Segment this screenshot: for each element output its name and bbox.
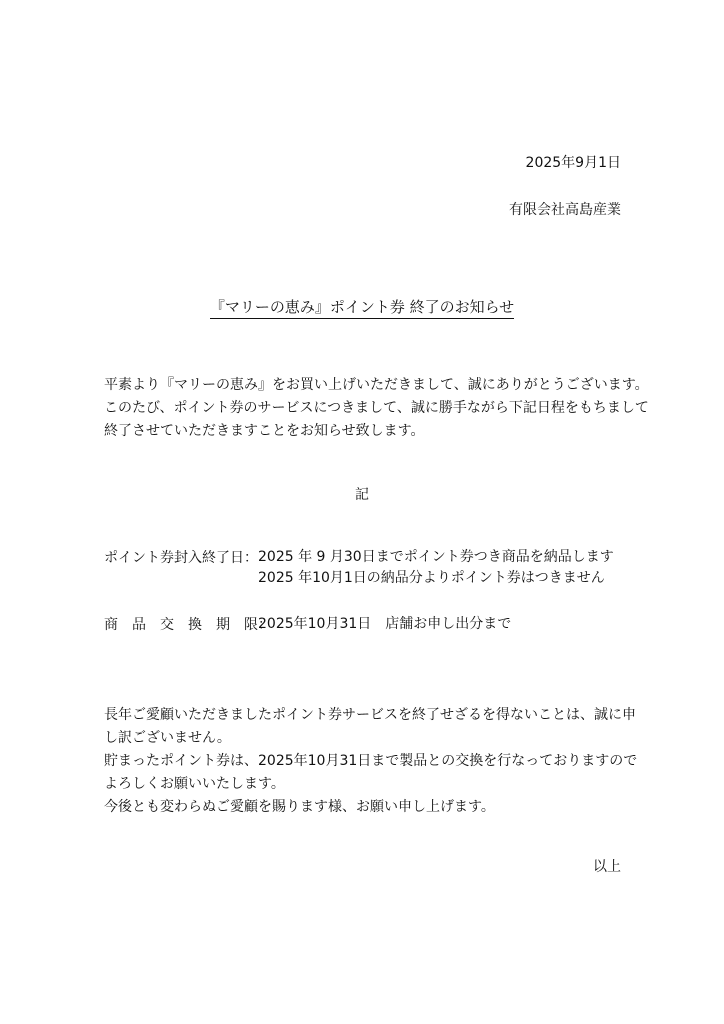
outro-line: よろしくお願いいたします。 (104, 776, 285, 792)
company-name: 有限会社高島産業 (509, 202, 621, 218)
end-date-label: ポイント券封入終了日： (104, 550, 258, 566)
ki-heading: 記 (355, 487, 369, 503)
exchange-deadline-value: 2025年10月31日 店舗お申し出分まで (258, 616, 512, 632)
exchange-deadline-label: 商 品 交 換 期 限： (104, 617, 272, 633)
outro-line: 貯まったポイント券は、2025年10月31日まで製品との交換を行なっておりますので (104, 753, 638, 769)
outro-paragraph (104, 704, 637, 819)
end-date-value (258, 547, 614, 589)
closing-mark: 以上 (593, 859, 621, 875)
intro-line: 終了させていただきますことをお知らせ致します。 (104, 423, 425, 439)
outro-line: し訳ございません。 (104, 730, 231, 746)
outro-line: 今後とも変わらぬご愛顧を賜ります様、お願い申し上げます。 (104, 799, 495, 815)
end-date-line: 2025 年10月1日の納品分よりポイント券はつきません (258, 570, 605, 586)
intro-line: 平素より『マリーの恵み』をお買い上げいただきまして、誠にありがとうございます。 (104, 377, 649, 393)
intro-paragraph (104, 374, 649, 443)
intro-line: このたび、ポイント券のサービスにつきまして、誠に勝手ながら下記日程をもちまして (104, 400, 649, 416)
document-date: 2025年9月1日 (525, 155, 621, 171)
end-date-line: 2025 年 9 月30日までポイント券つき商品を納品します (258, 549, 614, 565)
outro-line: 長年ご愛顧いただきましたポイント券サービスを終了せざるを得ないことは、誠に申 (104, 707, 636, 723)
document-title-text: 『マリーの恵み』ポイント券 終了のお知らせ (210, 298, 514, 319)
document-title (0, 296, 724, 317)
